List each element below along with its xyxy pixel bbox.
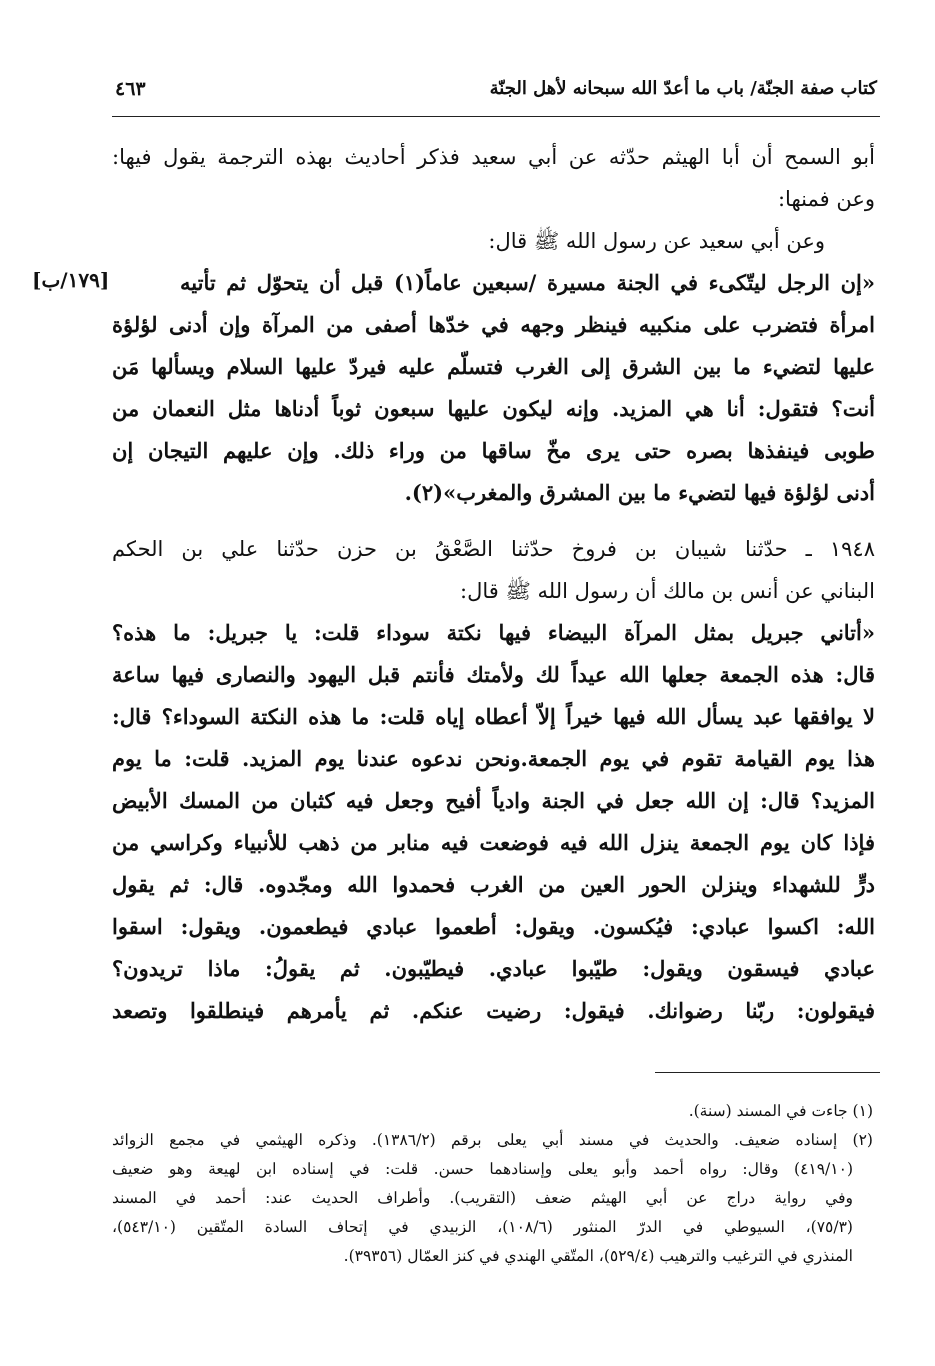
footnote-line: وفي رواية دراج عن أبي الهيثم ضعف (التقريب). وأطراف الحديث عند: أحمد في المسند: [112, 1189, 853, 1207]
hadith-number-line: ١٩٤٨ ـ حدّثنا شيبان بن فروخ حدّثنا الصَّعْقُ بن حزن حدّثنا علي بن الحكم: [112, 537, 875, 561]
text-line: فيقولون: ربّنا رضوانك. فيقول: رضيت عنكم. ثم يأمرهم فينطلقوا وتصعد: [112, 998, 875, 1023]
footnote-line: المنذري في الترغيب والترهيب (٥٢٩/٤)، المتّقي الهندي في كنز العمّال (٣٩٣٥٦).: [343, 1247, 853, 1265]
text-line: أدنى لؤلؤة فيها لتضيء ما بين المشرق والمغرب»(٢).: [404, 480, 875, 505]
text-line: «إن الرجل ليتّكىء في الجنة مسيرة /سبعين عاماً(١) قبل أن يتحوّل ثم تأتيه: [180, 270, 875, 295]
footnote-line: (٤١٩/١٠) وقال: رواه أحمد وأبو يعلى وإسنادهما حسن. قلت: في إسناده ابن لهيعة وهو ضعيف: [112, 1160, 853, 1178]
footnote-line: (٢) إسناده ضعيف. والحديث في مسند أبي يعلى برقم (١٣٨٦/٢). وذكره الهيثمي في مجمع الزوائد: [112, 1131, 873, 1149]
page-number: ٤٦٣: [115, 78, 146, 100]
text-line: هذا يوم القيامة تقوم في يوم الجمعة.ونحن ندعوه عندنا يوم المزيد. قلت: ما يوم: [112, 746, 875, 771]
footnote-divider: [655, 1072, 880, 1073]
footnote-line: (١) جاءت في المسند (سنة).: [688, 1102, 873, 1120]
text-line: لا يوافقها عبد يسأل الله فيها خيراً إلاّ أعطاه إياه قلت: ما هذه النكتة السوداء؟ قال:: [112, 704, 875, 729]
text-line: أنت؟ فتقول: أنا هي المزيد. وإنه ليكون عليها سبعون ثوباً أدناها مثل النعمان من: [112, 396, 875, 421]
text-line: قال: هذه الجمعة جعلها الله عيداً لك ولأمتك فأنتم قبل اليهود والنصارى فيها ساعة: [112, 662, 875, 687]
text-line: عبادي فيسقون ويقول: طيّبوا عبادي. فيطيّبون. ثم يقولُ: ماذا تريدون؟: [112, 956, 875, 981]
text-line: أبو السمح أن أبا الهيثم حدّثه عن أبي سعيد فذكر أحاديث بهذه الترجمة يقول فيها:: [112, 145, 875, 169]
text-line: المزيد؟ قال: إن الله جعل في الجنة وادياً أفيح وجعل فيه كثبان من المسك الأبيض: [112, 788, 875, 813]
running-header: [115, 78, 877, 114]
footnote-line: (٧٥/٣)، السيوطي في الدرّ المنثور (١٠٨/٦)، الزبيدي في إتحاف السادة المتّقين (٥٤٣/١٠)،: [112, 1218, 853, 1236]
text-line: الله: اكسوا عبادي: فيُكسون. ويقول: أطعموا عبادي فيطعمون. ويقول: اسقوا: [112, 914, 875, 939]
header-divider: [112, 116, 880, 117]
text-line: عليها لتضيء ما بين الشرق إلى الغرب فتسلّم عليه فيردّ عليها السلام ويسألها مَن: [112, 354, 875, 379]
text-line: وعن أبي سعيد عن رسول الله ﷺ قال:: [488, 229, 825, 253]
text-line: امرأة فتضرب على منكبيه فينظر وجهه في خدّها أصفى من المرآة وإن أدنى لؤلؤة: [112, 312, 875, 337]
text-line: فإذا كان يوم الجمعة ينزل الله فيه فوضعت فيه منابر من ذهب للأنبياء وكراسي من: [112, 830, 875, 855]
text-line: درٍّ للشهداء وينزلن الحور العين من الغرب فحمدوا الله ومجّدوه. قال: ثم يقول: [112, 872, 875, 897]
manuscript-folio-reference: [١٧٩/ب]: [32, 268, 110, 292]
chapter-title: كتاب صفة الجنّة/ باب ما أعدّ الله سبحانه لأهل الجنّة: [489, 78, 877, 99]
text-line: وعن فمنها:: [777, 187, 875, 211]
text-line: طوبى فينفذها بصره حتى يرى مخّ ساقها من وراء ذلك. وإن عليهم التيجان إن: [112, 438, 875, 463]
text-line: البناني عن أنس بن مالك أن رسول الله ﷺ قال:: [460, 579, 875, 603]
text-line: «أتاني جبريل بمثل المرآة البيضاء فيها نكتة سوداء قلت: يا جبريل: ما هذه؟: [112, 620, 875, 645]
